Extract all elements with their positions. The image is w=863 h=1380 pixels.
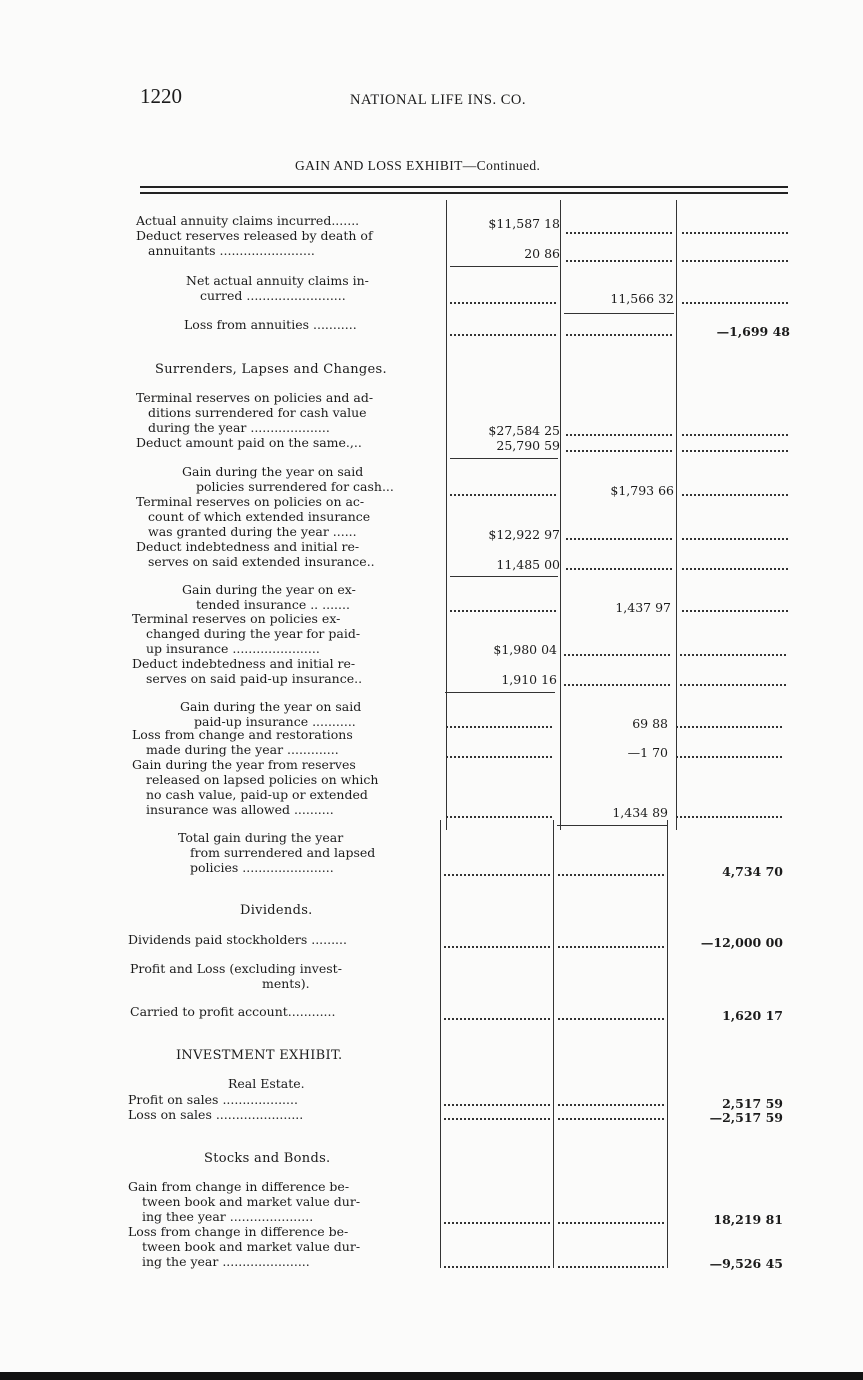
net-annuity-label-1: Net actual annuity claims in- (186, 273, 369, 288)
gain-ext-2: tended insurance .. ....... (196, 597, 350, 612)
column-divider-2 (560, 200, 561, 830)
annuity-deduct-label: Deduct reserves released by death of (136, 228, 373, 243)
gain-stocks-1: Gain from change in difference be- (128, 1179, 350, 1194)
net-annuity-value: 11,566 32 (610, 291, 674, 306)
terminal-reserves-ext-3: was granted during the year ...... (148, 524, 357, 539)
real-estate-heading: Real Estate. (228, 1076, 305, 1091)
indebtedness-ext-value: 11,485 00 (496, 557, 560, 572)
gain-ext-value: 1,437 97 (615, 600, 671, 615)
dot-leader (450, 300, 556, 304)
profit-loss-heading-1: Profit and Loss (excluding invest- (130, 961, 342, 976)
dot-leader (558, 1220, 664, 1224)
dot-leader (566, 432, 672, 436)
carried-profit-value: 1,620 17 (722, 1008, 783, 1023)
dot-leader (446, 724, 552, 728)
dot-leader (676, 814, 782, 818)
annuity-claims-label: Actual annuity claims incurred....... (136, 213, 360, 228)
dot-leader (558, 1264, 664, 1268)
gain-paidup-value: 69 88 (632, 716, 668, 731)
dividends-heading: Dividends. (240, 903, 313, 918)
gain-stocks-3: ing thee year ..................... (142, 1209, 314, 1224)
loss-restorations-1: Loss from change and restorations (132, 727, 353, 742)
amount-paid-value: 25,790 59 (496, 438, 560, 453)
dot-leader (450, 332, 556, 336)
subtotal-rule (445, 692, 555, 693)
dot-leader (682, 448, 788, 452)
dot-leader (444, 1220, 550, 1224)
gain-lapsed-3: no cash value, paid-up or extended (146, 787, 368, 802)
column-divider-2-lower (553, 820, 554, 1268)
gain-cash-1: Gain during the year on said (182, 464, 364, 479)
dot-leader (444, 1264, 550, 1268)
column-divider-1-lower (440, 820, 441, 1268)
terminal-reserves-paidup-3: up insurance ...................... (146, 641, 320, 656)
total-gain-value: 4,734 70 (722, 864, 783, 879)
dot-leader (558, 944, 664, 948)
dot-leader (446, 814, 552, 818)
scan-bottom-edge (0, 1372, 863, 1380)
dot-leader (682, 300, 788, 304)
dot-leader (566, 448, 672, 452)
annuity-annuitants-label: annuitants ........................ (148, 243, 315, 258)
dot-leader (444, 1016, 550, 1020)
deduct-indebtedness-paidup-2: serves on said paid-up insurance.. (146, 671, 363, 686)
dot-leader (558, 872, 664, 876)
gain-stocks-2: tween book and market value dur- (142, 1194, 361, 1209)
dot-leader (676, 724, 782, 728)
dot-leader (444, 944, 550, 948)
subtotal-rule (557, 825, 667, 826)
profit-loss-heading-2: ments). (262, 976, 310, 991)
column-divider-3-lower (667, 820, 668, 1268)
deduct-indebtedness-ext-2: serves on said extended insurance.. (148, 554, 375, 569)
subtotal-rule (450, 576, 558, 577)
gain-lapsed-4: insurance was allowed .......... (146, 802, 334, 817)
dot-leader (682, 258, 788, 262)
gain-paidup-2: paid-up insurance ........... (194, 714, 356, 729)
gain-ext-1: Gain during the year on ex- (182, 582, 356, 597)
terminal-reserves-paidup-1: Terminal reserves on policies ex- (132, 611, 341, 626)
total-gain-3: policies ....................... (190, 860, 334, 875)
dot-leader (566, 332, 672, 336)
dot-leader (450, 608, 556, 612)
dot-leader (676, 754, 782, 758)
subtotal-rule (450, 458, 558, 459)
gain-lapsed-value: 1,434 89 (612, 805, 668, 820)
loss-annuities-value: —1,699 48 (716, 324, 790, 339)
dot-leader (680, 652, 786, 656)
deduct-amount-paid: Deduct amount paid on the same.,.. (136, 435, 362, 450)
profit-sales-value: 2,517 59 (722, 1096, 783, 1111)
carried-profit-label: Carried to profit account............ (130, 1004, 336, 1019)
loss-sales-label: Loss on sales ...................... (128, 1107, 304, 1122)
dot-leader (682, 536, 788, 540)
exhibit-title: GAIN AND LOSS EXHIBIT—Continued. (295, 158, 541, 173)
deduct-indebtedness-ext-1: Deduct indebtedness and initial re- (136, 539, 360, 554)
profit-sales-label: Profit on sales ................... (128, 1092, 298, 1107)
header-rule-top (140, 186, 788, 188)
total-gain-2: from surrendered and lapsed (190, 845, 376, 860)
stocks-bonds-heading: Stocks and Bonds. (204, 1151, 331, 1166)
running-header: NATIONAL LIFE INS. CO. (350, 92, 526, 108)
terminal-reserves-ext-2: count of which extended insurance (148, 509, 371, 524)
loss-restorations-value: —1 70 (627, 745, 668, 760)
dividends-paid-label: Dividends paid stockholders ......... (128, 932, 347, 947)
terminal-reserves-cash-3: during the year .................... (148, 420, 330, 435)
terminal-reserves-cash-2: ditions surrendered for cash value (148, 405, 367, 420)
annuity-released-value: 20 86 (524, 246, 560, 261)
dot-leader (682, 608, 788, 612)
dot-leader (444, 1102, 550, 1106)
dot-leader (566, 258, 672, 262)
annuity-claims-value: $11,587 18 (488, 216, 560, 231)
loss-restorations-2: made during the year ............. (146, 742, 339, 757)
dot-leader (444, 872, 550, 876)
dot-leader (564, 652, 670, 656)
column-divider-1 (446, 200, 447, 830)
terminal-reserves-cash-1: Terminal reserves on policies and ad- (136, 390, 374, 405)
dot-leader (444, 1116, 550, 1120)
dot-leader (446, 754, 552, 758)
header-rule-bottom (140, 192, 788, 194)
investment-heading: INVESTMENT EXHIBIT. (176, 1048, 343, 1063)
dot-leader (682, 492, 788, 496)
loss-stocks-3: ing the year ...................... (142, 1254, 310, 1269)
terminal-reserves-cash-value: $27,584 25 (488, 423, 560, 438)
dot-leader (566, 566, 672, 570)
gain-stocks-value: 18,219 81 (713, 1212, 783, 1227)
dot-leader (566, 230, 672, 234)
dot-leader (558, 1116, 664, 1120)
loss-stocks-1: Loss from change in difference be- (128, 1224, 349, 1239)
page-number: 1220 (140, 84, 182, 108)
terminal-reserves-ext-value: $12,922 97 (488, 527, 560, 542)
indebtedness-paidup-value: 1,910 16 (501, 672, 557, 687)
subtotal-rule (564, 313, 674, 314)
total-gain-1: Total gain during the year (178, 830, 344, 845)
terminal-reserves-paidup-value: $1,980 04 (493, 642, 557, 657)
loss-stocks-2: tween book and market value dur- (142, 1239, 361, 1254)
dot-leader (682, 432, 788, 436)
dot-leader (682, 566, 788, 570)
loss-sales-value: —2,517 59 (709, 1110, 783, 1125)
dot-leader (558, 1102, 664, 1106)
dot-leader (566, 536, 672, 540)
dividends-paid-value: —12,000 00 (700, 935, 783, 950)
loss-stocks-value: —9,526 45 (709, 1256, 783, 1271)
net-annuity-label-2: curred ......................... (200, 288, 346, 303)
gain-cash-2: policies surrendered for cash... (196, 479, 394, 494)
dot-leader (564, 682, 670, 686)
gain-cash-value: $1,793 66 (610, 483, 674, 498)
terminal-reserves-paidup-2: changed during the year for paid- (146, 626, 361, 641)
dot-leader (680, 682, 786, 686)
gain-paidup-1: Gain during the year on said (180, 699, 362, 714)
dot-leader (558, 1016, 664, 1020)
subtotal-rule (450, 266, 558, 267)
deduct-indebtedness-paidup-1: Deduct indebtedness and initial re- (132, 656, 356, 671)
loss-annuities-label: Loss from annuities ........... (184, 317, 357, 332)
dot-leader (682, 230, 788, 234)
column-divider-3 (676, 200, 677, 830)
gain-lapsed-1: Gain during the year from reserves (132, 757, 356, 772)
surrenders-heading: Surrenders, Lapses and Changes. (155, 362, 387, 377)
gain-lapsed-2: released on lapsed policies on which (146, 772, 379, 787)
terminal-reserves-ext-1: Terminal reserves on policies on ac- (136, 494, 365, 509)
dot-leader (450, 492, 556, 496)
